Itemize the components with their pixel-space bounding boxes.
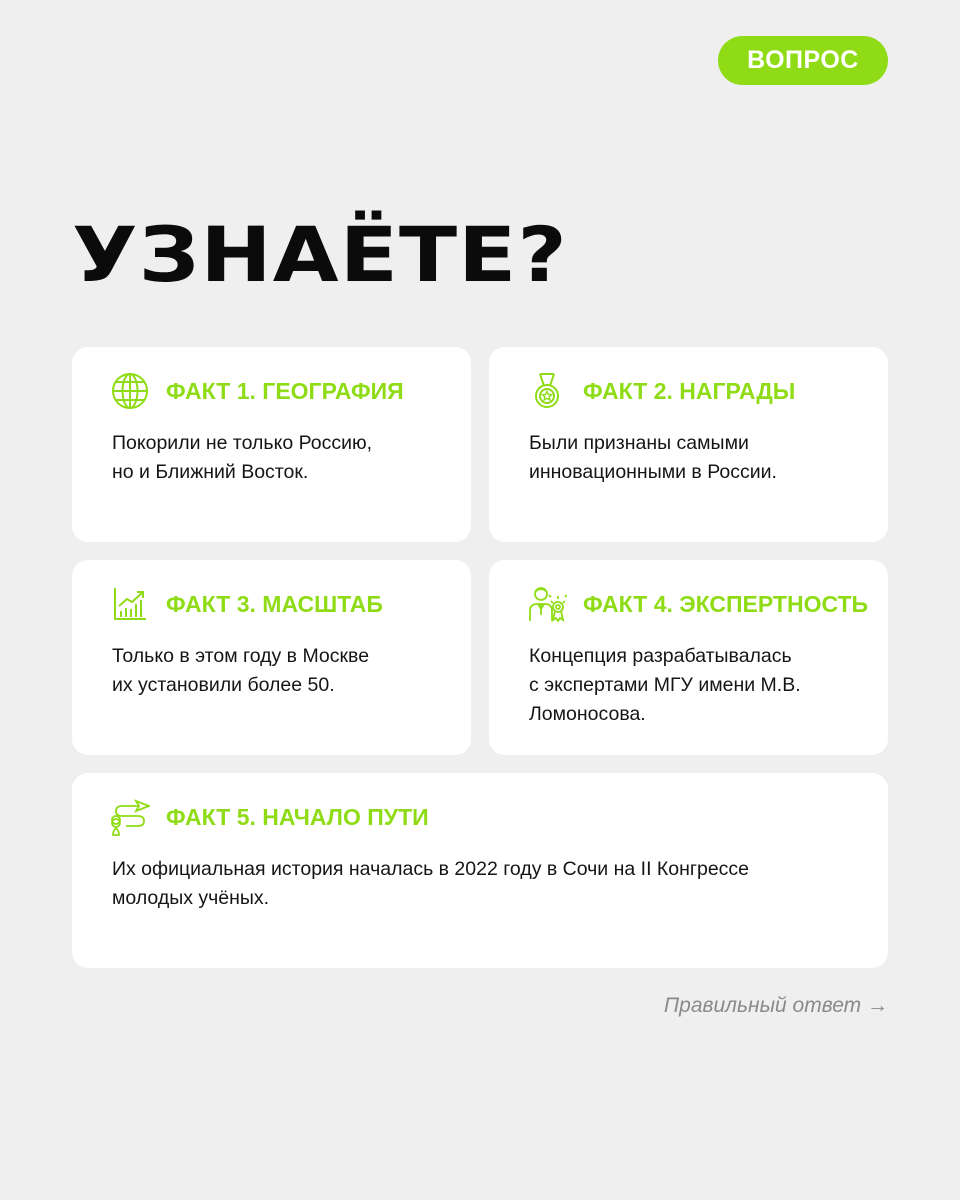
page-title: УЗНАЁТЕ?: [72, 210, 568, 299]
fact-card-2: [489, 347, 888, 542]
fact-title: ФАКТ 5. НАЧАЛО ПУТИ: [166, 803, 429, 830]
fact-card-5: [72, 773, 888, 968]
fact-title: ФАКТ 2. НАГРАДЫ: [583, 377, 796, 404]
globe-icon: [110, 371, 150, 411]
expert-icon: [527, 584, 567, 624]
fact-text: Их официальная история началась в 2022 году в Сочи на II Конгрессе молодых учёных.: [112, 858, 750, 909]
fact-text: Были признаны самыми инновационными в России.: [529, 432, 777, 483]
fact-text: Концепция разрабатывалась с экспертами МГУ имени М.В. Ломоносова.: [529, 645, 801, 725]
medal-icon: [527, 371, 567, 411]
question-badge: ВОПРОС: [718, 36, 888, 85]
fact-card-4: [489, 560, 888, 755]
fact-card-3: [72, 560, 471, 755]
correct-answer-link[interactable]: Правильный ответ →: [663, 994, 888, 1017]
fact-text: Только в этом году в Москве их установили более 50.: [112, 645, 370, 696]
fact-card-1: [72, 347, 471, 542]
growth-chart-icon: [110, 584, 150, 624]
fact-text: Покорили не только Россию, но и Ближний Восток.: [112, 432, 373, 483]
fact-title: ФАКТ 3. МАСШТАБ: [166, 590, 383, 617]
path-start-icon: [110, 797, 150, 837]
fact-title: ФАКТ 1. ГЕОГРАФИЯ: [166, 377, 404, 404]
fact-title: ФАКТ 4. ЭКСПЕРТНОСТЬ: [583, 590, 869, 617]
